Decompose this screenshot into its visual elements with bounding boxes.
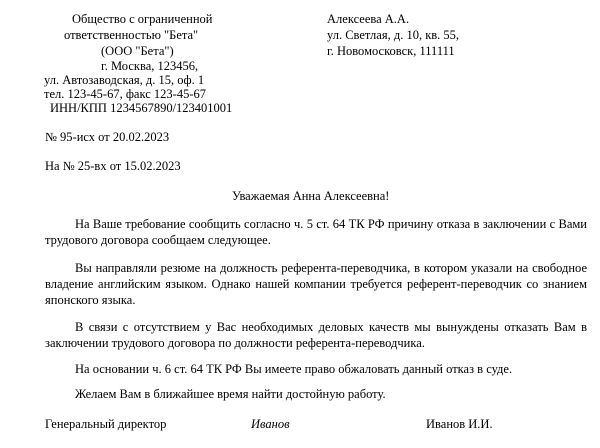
signer-name: Иванов И.И. [426, 417, 493, 431]
salutation: Уважаемая Анна Алексеевна! [232, 189, 390, 203]
paragraph-wishes: Желаем Вам в ближайшее время найти достойную работу. [75, 387, 386, 401]
paragraph-refusal: В связи с отсутствием у Вас необходимых деловых качеств мы вынуждены отказать Вам в заключении трудового договора по должности референта-переводчика. [45, 320, 587, 350]
recipient-city: г. Новомосковск, 111111 [327, 44, 455, 58]
sender-street: ул. Автозаводская, д. 15, оф. 1 [44, 73, 205, 87]
sender-inn: ИНН/КПП 1234567890/123401001 [50, 101, 233, 115]
sender-phone: тел. 123-45-67, факс 123-45-67 [44, 87, 206, 101]
signer-signature: Иванов [251, 417, 290, 431]
recipient-name: Алексеева А.А. [327, 12, 410, 26]
incoming-reference: На № 25-вх от 15.02.2023 [45, 159, 181, 173]
paragraph-resume: Вы направляли резюме на должность референта-переводчика, в котором указали на свободное владение английским языком. Однако нашей компании требуется референт-переводчик со знанием японского языка. [45, 261, 587, 307]
signer-position: Генеральный директор [45, 417, 167, 431]
sender-org-name-line1: Общество с ограниченной [72, 12, 213, 26]
outgoing-reference: № 95-исх от 20.02.2023 [45, 130, 170, 144]
sender-city: г. Москва, 123456, [101, 59, 199, 73]
sender-org-name-line2: ответственностью "Бета" [64, 28, 199, 42]
paragraph-request: На Ваше требование сообщить согласно ч. 5 ст. 64 ТК РФ причину отказа в заключении с Вами трудового договора сообщаем следующее. [45, 217, 587, 247]
paragraph-appeal: На основании ч. 6 ст. 64 ТК РФ Вы имеете право обжаловать данный отказ в суде. [75, 362, 513, 376]
sender-org-short-name: (ООО "Бета") [101, 44, 174, 58]
recipient-street: ул. Светлая, д. 10, кв. 55, [327, 28, 460, 42]
